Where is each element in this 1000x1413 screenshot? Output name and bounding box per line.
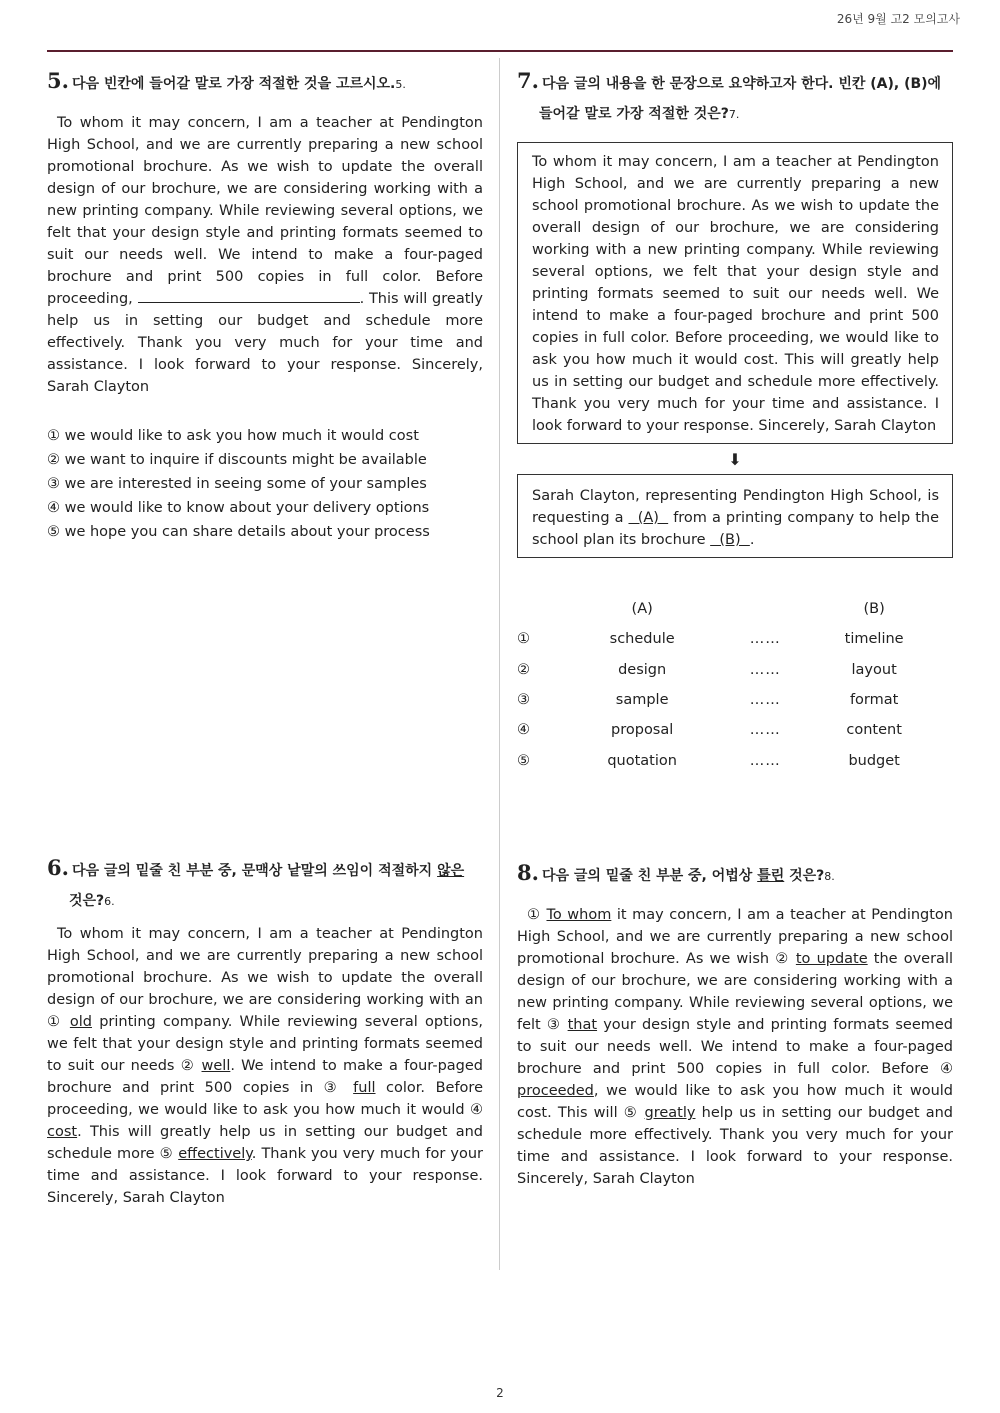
q7-row-number: ④ (517, 722, 530, 739)
q6-underline-1: old (69, 1014, 92, 1030)
q7-row-dots: …… (749, 631, 781, 648)
q7-answer-header (517, 594, 953, 624)
q8-underline-3: that (567, 1017, 598, 1033)
q5-choice-5[interactable]: ⑤ we hope you can share details about your process (47, 524, 430, 540)
q8-text-6: help us in setting our budget and schedule more effectively. Thank you very much for your time and assistance. I look forward to your response. Sincerely, Sarah Clayton (517, 1105, 953, 1187)
q8-underline-5: greatly (644, 1105, 696, 1121)
q8-sup: 8. (824, 870, 835, 883)
q5-sup: 5. (395, 78, 406, 91)
q7-row-number: ⑤ (517, 752, 530, 769)
q5-choice-4[interactable]: ④ we would like to know about your delivery options (47, 500, 430, 516)
q8-text-3: the overall design of our brochure, we are considering working with a new printing company. While reviewing several options, we felt ③ (517, 951, 953, 1033)
q5-choice-2[interactable]: ② we want to inquire if discounts might be available (47, 452, 427, 468)
q7-row-number: ② (517, 661, 530, 678)
q8-text-2: it may concern, I am a teacher at Pendington High School, and we are currently preparing a new school promotional brochure. As we wish ② (517, 907, 953, 967)
q7-row-number: ① (517, 631, 530, 648)
q7-row-b: format (849, 692, 899, 709)
q8-title-after: 것은? (789, 868, 825, 884)
q5-title (47, 66, 483, 100)
q7-row-a: sample (615, 692, 669, 709)
q7-blank-a: (A) (628, 510, 669, 526)
q7-answer-row[interactable] (517, 715, 953, 745)
q7-title-line1: 다음 글의 내용을 한 문장으로 요약하고자 한다. 빈칸 (A), (B)에 (541, 76, 942, 92)
q7-title-line2: 들어갈 말로 가장 적절한 것은? (539, 106, 729, 122)
q7-summary (532, 485, 939, 551)
question-6 (47, 853, 483, 1209)
q7-sup: 7. (728, 108, 740, 121)
q7-summary-part2: from a printing company to help the school plan its brochure (532, 510, 939, 548)
q6-number: 6. (47, 855, 69, 880)
q7-row-a: quotation (607, 752, 677, 769)
q7-row-number: ③ (517, 692, 530, 709)
q6-title (47, 853, 483, 917)
q7-answer-row[interactable] (517, 745, 953, 775)
q5-passage (47, 112, 483, 398)
q8-passage (517, 904, 953, 1190)
q6-underline-2: well (201, 1058, 231, 1074)
q7-blank-b: (B) (710, 532, 750, 548)
q6-underline-4: cost (47, 1124, 78, 1140)
q7-row-b: budget (848, 752, 900, 769)
header-divider (47, 50, 953, 52)
down-arrow-icon: ⬇ (728, 450, 742, 469)
q7-passage: To whom it may concern, I am a teacher at Pendington High School, and we are currently preparing a new school promotional brochure. As we wish to update the overall design of our brochure, we are considering working with a new printing company. While reviewing several options, we felt that your design style and printing formats seemed to suit our needs well. We intend to make a four-paged brochure and print 500 copies in full color. Before proceeding, we would like to ask you how much it would cost. This will greatly help us in setting our budget and schedule more effectively. Thank you very much for your time and assistance. I look forward to your response. Sincerely, Sarah Clayton (532, 154, 939, 434)
q7-row-a: proposal (611, 722, 674, 739)
q7-row-b: content (846, 722, 902, 739)
column-divider (499, 58, 500, 1270)
q5-choices (47, 424, 483, 544)
q7-answer-row[interactable] (517, 685, 953, 715)
q8-title-before: 다음 글의 밑줄 친 부분 중, 어법상 (541, 868, 753, 884)
q7-row-dots: …… (749, 661, 781, 678)
q6-sup: 6. (104, 895, 115, 908)
q5-answer-blank (138, 288, 360, 303)
q7-col-a-header: (A) (631, 601, 653, 618)
q7-summary-box (517, 474, 953, 558)
q7-row-dots: …… (749, 722, 781, 739)
q5-choice-1[interactable]: ① we would like to ask you how much it would cost (47, 428, 419, 444)
q8-underline-1: To whom (546, 907, 612, 923)
q8-text-1: ① (527, 907, 547, 923)
q5-number: 5. (47, 68, 69, 93)
q8-text-4: your design style and printing formats seemed to suit our needs well. We intend to make a four-paged brochure and print 500 copies in full color. Before ④ (517, 1017, 953, 1077)
q5-passage-after: . This will greatly help us in setting our budget and schedule more effectively. Thank you very much for your time and assistance. I look forward to your response. Sincerely, Sarah Clayton (47, 291, 484, 395)
q6-text-5: . This will greatly help us in setting our budget and schedule more ⑤ (47, 1124, 483, 1162)
q8-number: 8. (517, 860, 539, 885)
q6-text-6: . Thank you very much for your time and assistance. I look forward to your response. Sincerely, Sarah Clayton (47, 1146, 483, 1206)
q7-row-b: layout (851, 661, 897, 678)
question-5 (47, 66, 483, 544)
question-8 (517, 858, 953, 1190)
q6-passage (47, 923, 483, 1209)
q5-title-text: 다음 빈칸에 들어갈 말로 가장 적절한 것을 고르시오. (71, 76, 396, 92)
q6-title-line2: 것은? (69, 893, 105, 909)
q7-row-b: timeline (844, 631, 904, 648)
q6-title-emphasis: 않은 (437, 863, 465, 879)
q6-title-line1: 다음 글의 밑줄 친 부분 중, 문맥상 낱말의 쓰임이 적절하지 (71, 863, 433, 879)
q6-text-1: To whom it may concern, I am a teacher at Pendington High School, and we are currently preparing a new school promotional brochure. As we wish to update the overall design of our brochure, we are considering working with an ① (47, 926, 483, 1030)
q7-row-dots: …… (749, 752, 781, 769)
q7-number: 7. (517, 68, 539, 93)
q5-passage-before: To whom it may concern, I am a teacher at Pendington High School, and we are currently preparing a new school promotional brochure. As we wish to update the overall design of our brochure, we are considering working with a new printing company. While reviewing several options, we felt that your design style and printing formats seemed to suit our needs well. We intend to make a four-paged brochure and print 500 copies in full color. Before proceeding, (47, 115, 483, 307)
q8-underline-2: to update (795, 951, 868, 967)
q8-title-emphasis: 틀린 (757, 868, 785, 884)
q6-underline-5: effectively (178, 1146, 252, 1162)
q5-choice-3[interactable]: ③ we are interested in seeing some of your samples (47, 476, 427, 492)
q8-underline-4: proceeded (517, 1083, 594, 1099)
q7-summary-part3: . (749, 532, 755, 548)
q7-passage-box (517, 142, 953, 444)
q7-title (517, 66, 953, 130)
exam-label: 26년 9월 고2 모의고사 (836, 12, 960, 26)
q7-row-a: schedule (609, 631, 675, 648)
q7-answer-table (517, 594, 953, 776)
q7-row-a: design (618, 661, 667, 678)
q7-answer-row[interactable] (517, 624, 953, 654)
question-7 (517, 66, 953, 776)
q6-text-4: color. Before proceeding, we would like to ask you how much it would ④ (47, 1080, 483, 1118)
page-number: 2 (496, 1386, 504, 1400)
q6-underline-3: full (353, 1080, 376, 1096)
q6-text-3: . We intend to make a four-paged brochure and print 500 copies in ③ (47, 1058, 483, 1096)
q8-text-5: , we would like to ask you how much it would cost. This will ⑤ (517, 1083, 953, 1121)
q8-title (517, 858, 953, 892)
q7-answer-row[interactable] (517, 655, 953, 685)
q7-col-b-header: (B) (863, 601, 885, 618)
q7-row-dots: …… (749, 692, 781, 709)
q7-summary-part1: Sarah Clayton, representing Pendington High School, is requesting a (532, 488, 939, 526)
q6-text-2: printing company. While reviewing several options, we felt that your design style and printing formats seemed to suit our needs ② (47, 1014, 484, 1074)
